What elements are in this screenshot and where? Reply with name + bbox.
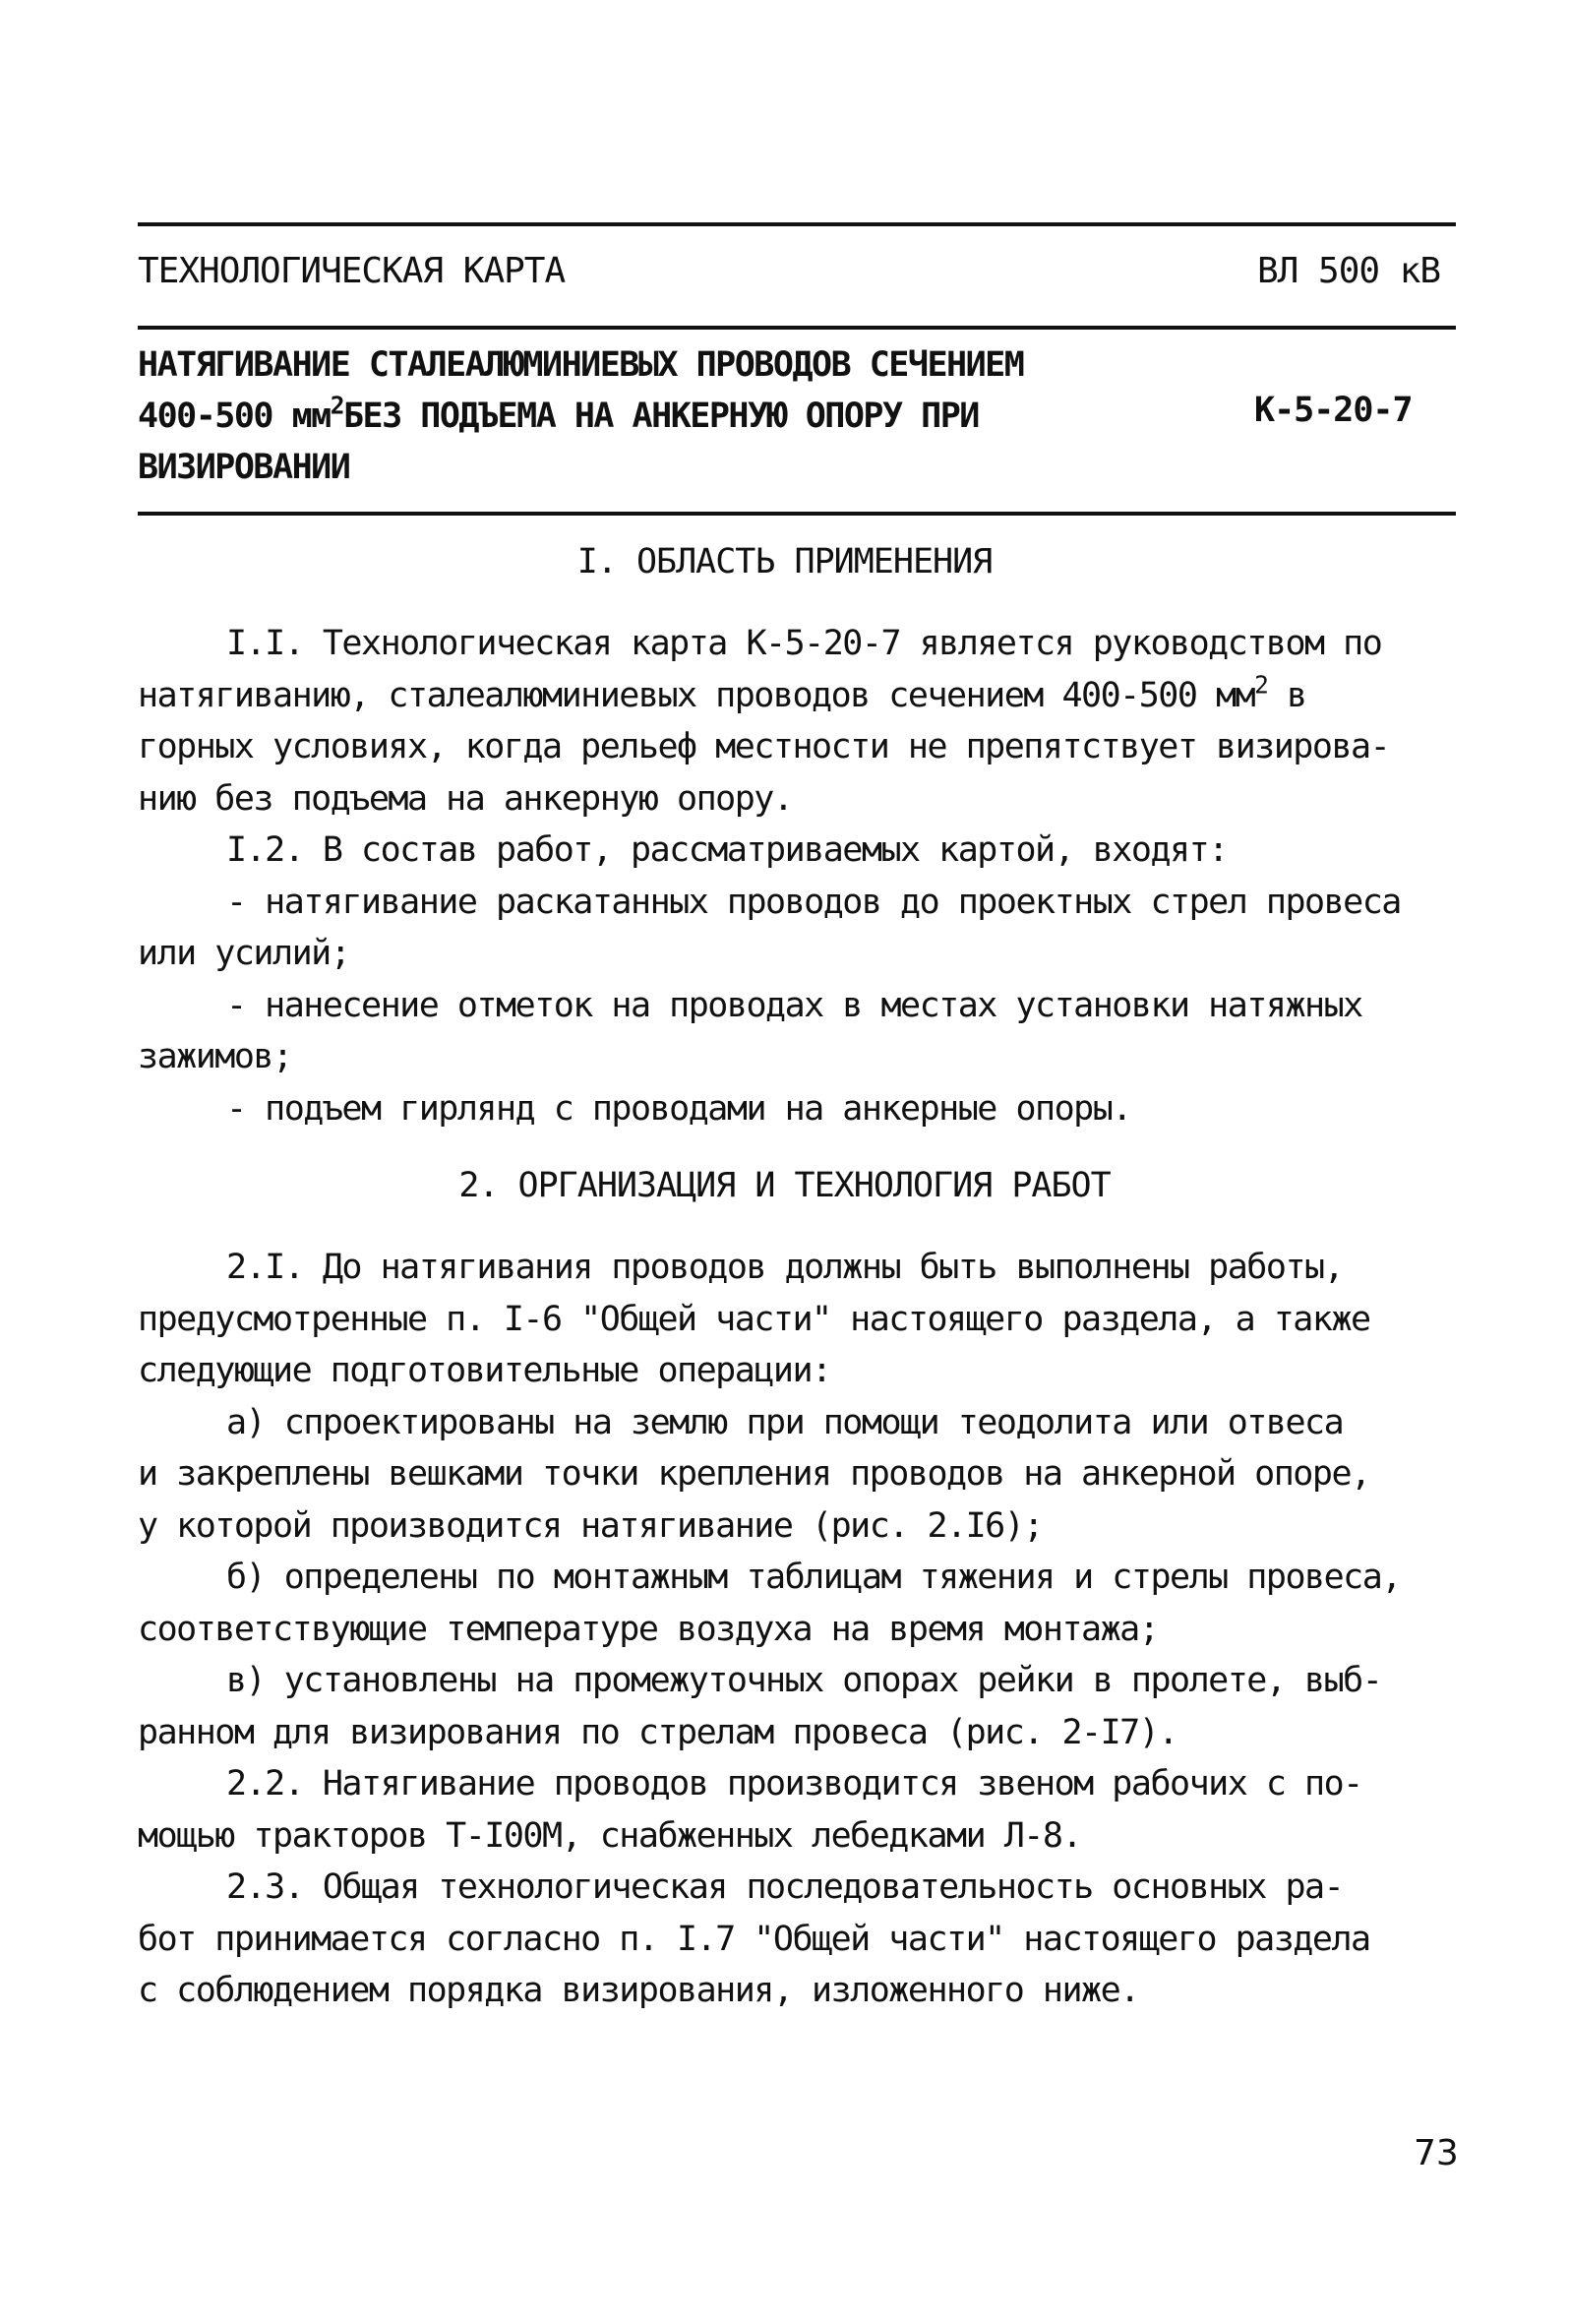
- document-title: [138, 339, 1121, 493]
- section-heading: I. ОБЛАСТЬ ПРИМЕНЕНИЯ: [576, 542, 993, 581]
- text-line: [138, 1083, 1466, 1135]
- text-line: [138, 928, 1466, 980]
- title-bottom-rule: [138, 512, 1456, 516]
- top-rule: [138, 222, 1456, 226]
- text-line: [138, 618, 1466, 670]
- page-number: 73: [1414, 2133, 1459, 2173]
- title-line: ВИЗИРОВАНИИ: [138, 448, 350, 487]
- text-line: [138, 1242, 1466, 1294]
- header-divider-rule: [138, 326, 1456, 330]
- line-text-tail: в: [1267, 675, 1306, 715]
- title-line: [138, 391, 1121, 442]
- text-line: [138, 1552, 1466, 1604]
- doc-type-label: ТЕХНОЛОГИЧЕСКАЯ КАРТА: [138, 251, 566, 291]
- text-line: [138, 721, 1466, 773]
- line-text: в) установлены на промежуточных опорах рейки в пролете, выб-: [226, 1661, 1382, 1700]
- line-text: или усилий;: [138, 934, 350, 973]
- title-text: 400-500 мм: [138, 397, 331, 436]
- text-line: [138, 1914, 1466, 1966]
- title-superscript: 2: [330, 391, 343, 420]
- text-line: [138, 1655, 1466, 1707]
- line-text: - подъем гирлянд с проводами на анкерные опоры.: [226, 1088, 1131, 1129]
- line-text: ранном для визирования по стрелам провеса (рис. 2-I7).: [138, 1712, 1177, 1752]
- text-line: [138, 1294, 1466, 1346]
- line-text: с соблюдением порядка визирования, изложенного ниже.: [138, 1971, 1139, 2010]
- text-line: [138, 1758, 1466, 1810]
- text-line: [138, 1345, 1466, 1397]
- line-text: предусмотренные п. I-6 "Общей части" настоящего раздела, а также: [138, 1299, 1370, 1339]
- line-text: у которой производится натягивание (рис. 2.I6);: [138, 1505, 1043, 1546]
- line-text: зажимов;: [138, 1037, 292, 1076]
- text-line: [138, 877, 1466, 929]
- line-text: - нанесение отметок на проводах в местах установки натяжных: [226, 985, 1362, 1025]
- section-body: [138, 618, 1466, 1134]
- line-text: 2.3. Общая технологическая последовательность основных ра-: [226, 1867, 1344, 1907]
- voltage-label: ВЛ 500 кВ: [1257, 251, 1441, 291]
- text-line: [138, 773, 1466, 826]
- line-text: следующие подготовительные операции:: [138, 1351, 831, 1390]
- text-line: [138, 1965, 1466, 2017]
- section-body: [138, 1242, 1466, 2017]
- line-text: соответствующие температуре воздуха на время монтажа;: [138, 1609, 1159, 1649]
- section-heading: 2. ОРГАНИЗАЦИЯ И ТЕХНОЛОГИЯ РАБОТ: [458, 1166, 1111, 1205]
- text-line: [138, 1604, 1466, 1656]
- line-text: мощью тракторов Т-I00М, снабженных лебедками Л-8.: [138, 1815, 1082, 1856]
- line-text: а) спроектированы на землю при помощи теодолита или отвеса: [226, 1402, 1344, 1442]
- line-text: и закреплены вешками точки крепления проводов на анкерной опоре,: [138, 1454, 1370, 1494]
- superscript: 2: [1254, 670, 1268, 700]
- text-line: [138, 1397, 1466, 1449]
- line-text: бот принимается согласно п. I.7 "Общей части" настоящего раздела: [138, 1919, 1370, 1959]
- line-text: I.2. В состав работ, рассматриваемых картой, входят:: [226, 830, 1228, 870]
- line-text: горных условиях, когда рельеф местности не препятствует визирова-: [138, 727, 1390, 766]
- title-text: БЕЗ ПОДЪЕМА НА АНКЕРНУЮ ОПОРУ ПРИ: [342, 397, 979, 436]
- text-line: [138, 1031, 1466, 1083]
- text-line: [138, 1448, 1466, 1500]
- text-line: [138, 825, 1466, 877]
- text-line: [138, 670, 1466, 722]
- line-text: 2.I. До натягивания проводов должны быть выполнены работы,: [226, 1248, 1344, 1287]
- text-line: [138, 1862, 1466, 1914]
- text-line: [138, 1707, 1466, 1759]
- text-line: [138, 1500, 1466, 1553]
- text-line: [138, 1810, 1466, 1863]
- line-text: - натягивание раскатанных проводов до проектных стрел провеса: [226, 882, 1401, 922]
- line-text: б) определены по монтажным таблицам тяжения и стрелы провеса,: [226, 1558, 1401, 1597]
- text-line: [138, 980, 1466, 1032]
- line-text: I.I. Технологическая карта К-5-20-7 является руководством по: [226, 624, 1382, 663]
- line-text: нию без подъема на анкерную опору.: [138, 778, 793, 819]
- line-text: 2.2. Натягивание проводов производится звеном рабочих с по-: [226, 1764, 1362, 1804]
- line-text: натягиванию, сталеалюминиевых проводов сечением 400-500 мм: [138, 675, 1255, 715]
- card-code: К-5-20-7: [1254, 391, 1413, 430]
- title-line: НАТЯГИВАНИЕ СТАЛЕАЛЮМИНИЕВЫХ ПРОВОДОВ СЕЧЕНИЕМ: [138, 345, 1024, 385]
